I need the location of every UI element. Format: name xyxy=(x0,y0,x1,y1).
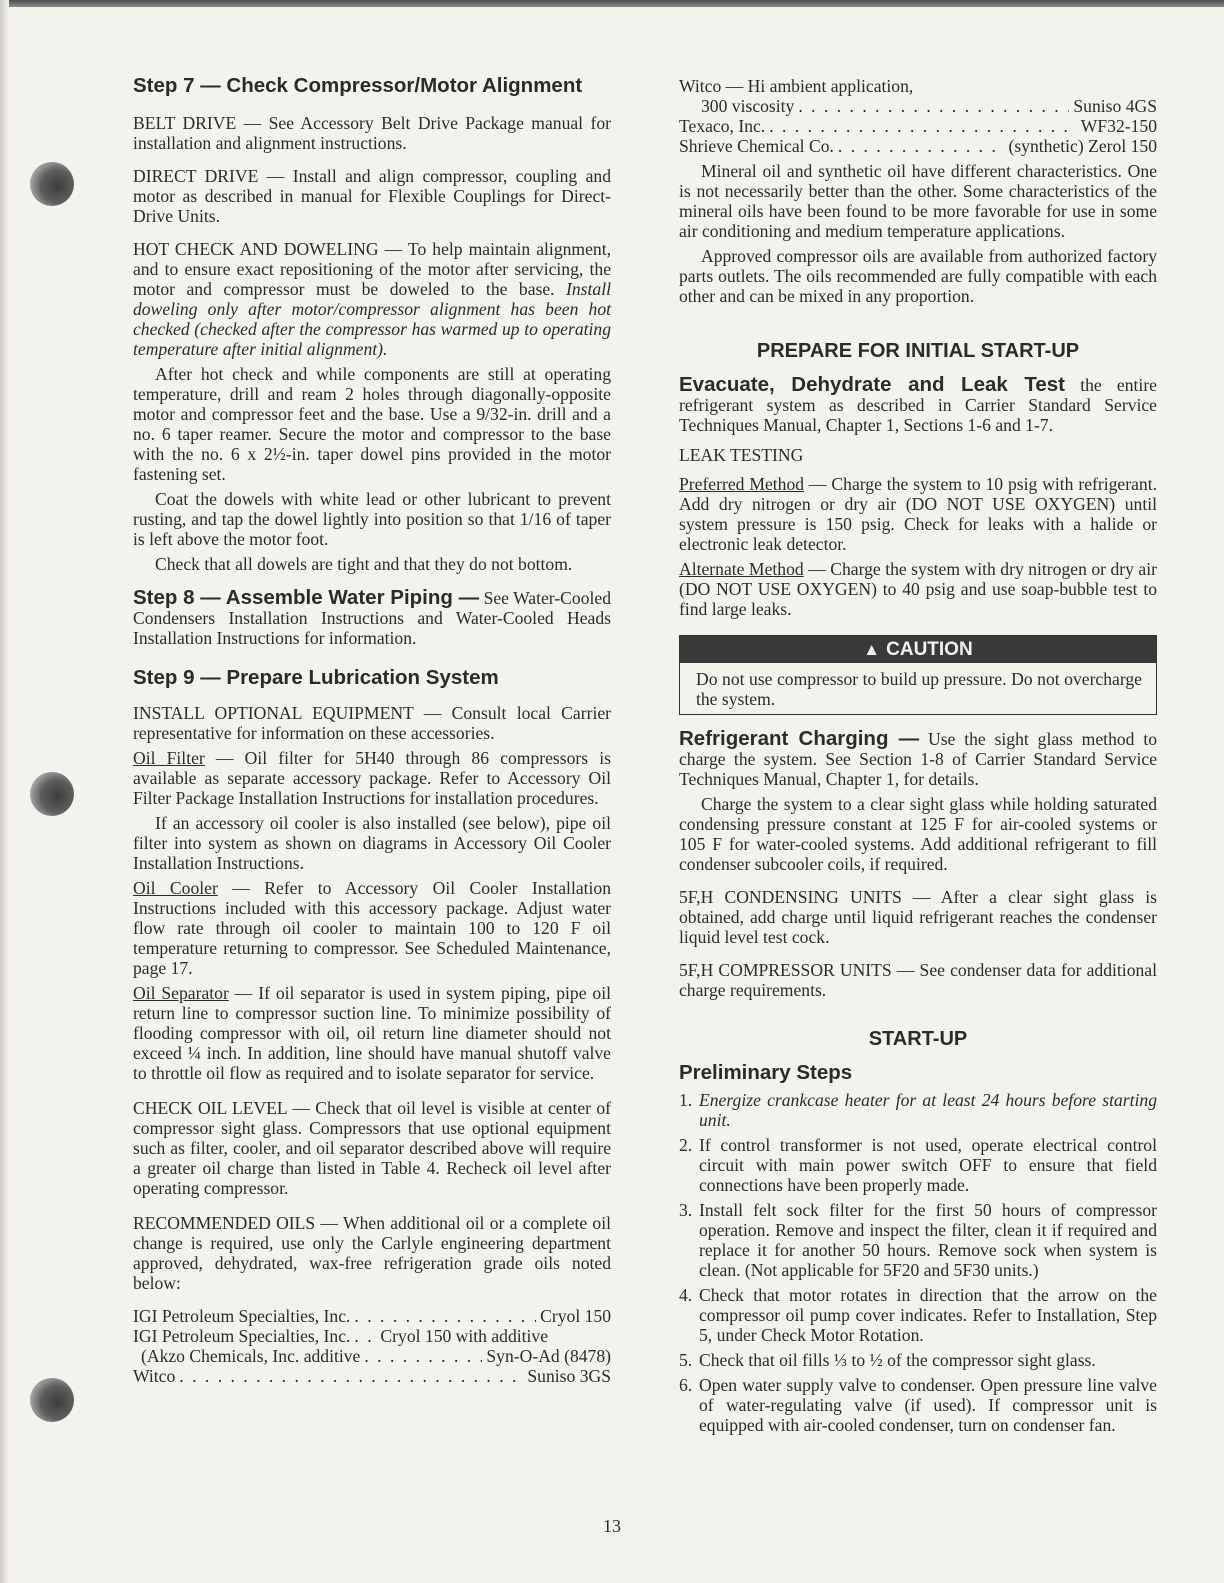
leader-dots xyxy=(354,1306,536,1326)
oil-supplier: Texaco, Inc. xyxy=(679,116,766,136)
right-column xyxy=(679,76,1157,1435)
caution-body xyxy=(680,663,1156,714)
preferred-method-paragraph xyxy=(679,474,1157,554)
oil-product: Cryol 150 with additive xyxy=(380,1326,549,1346)
oil-cooler-paragraph xyxy=(133,878,611,978)
charge-system-paragraph: Charge the system to a clear sight glass while holding saturated condensing pressure constant at 125 F for air-cooled systems or 105 F for water-cooled systems. Add additional refrigerant to fill condenser subcooler coils, if required. xyxy=(679,794,1157,874)
condensing-units-label: 5F,H CONDENSING UNITS xyxy=(679,887,902,907)
oil-separator-label: Oil Separator xyxy=(133,983,229,1003)
list-item xyxy=(679,1285,1157,1345)
condensing-units-text: — After a clear sight glass is obtained, add charge until liquid refrigerant reaches the condenser liquid level test cock. xyxy=(679,887,1157,947)
oil-filter-label: Oil Filter xyxy=(133,748,205,768)
leak-testing-heading: LEAK TESTING xyxy=(679,445,804,465)
list-item xyxy=(679,1200,1157,1280)
belt-drive-paragraph xyxy=(133,113,611,153)
install-optional-paragraph xyxy=(133,703,611,743)
compressor-units-paragraph xyxy=(679,960,1157,1000)
step-italic-text: Energize crankcase heater for at least 24 hours before starting unit. xyxy=(699,1090,1157,1130)
binder-hole-top xyxy=(30,162,74,206)
check-dowels-paragraph: Check that all dowels are tight and that they do not bottom. xyxy=(155,554,573,574)
scan-left-edge xyxy=(0,0,9,1583)
caution-header xyxy=(680,636,1156,663)
evacuate-text: the entire refrigerant system as described in Carrier Standard Service Techniques Manual, Chapter 1, Sections 1-6 and 1-7. xyxy=(679,375,1157,435)
preliminary-steps-list xyxy=(679,1090,1157,1435)
step-text: Check that motor rotates in direction that the arrow on the compressor oil pump cover indicates. Refer to Installation, Step 5, under Check Motor Rotation. xyxy=(699,1285,1157,1345)
leader-dots xyxy=(354,1326,376,1346)
list-item xyxy=(679,1350,1157,1370)
oil-list-item xyxy=(679,96,1157,116)
step-text: Install felt sock filter for the first 50 hours of compressor operation. Remove and inspect the filter, clean it if required and replace it for another 50 hours. Remove sock when system is clean. (Not applicable for 5F20 and 5F30 units.) xyxy=(699,1200,1157,1280)
oil-separator-text: — If oil separator is used in system piping, pipe oil return line to compressor suction line. To minimize possibility of flooding compressor with oil, oil return line diameter should not exceed ¼ inch. In addition, line should have manual shutoff valve to throttle oil flow as required and to isolate separator for service. xyxy=(133,983,611,1083)
oil-list-continued xyxy=(679,76,1157,156)
oil-list-item xyxy=(679,116,1157,136)
step8-heading: Step 8 — Assemble Water Piping — xyxy=(133,586,480,609)
direct-drive-text: — Install and align compressor, coupling and motor as described in manual for Flexible Couplings for Direct-Drive Units. xyxy=(133,166,611,226)
compressor-units-label: 5F,H COMPRESSOR UNITS xyxy=(679,960,892,980)
step9-heading: Step 9 — Prepare Lubrication System xyxy=(133,666,499,689)
oil-separator-paragraph xyxy=(133,983,611,1083)
oil-supplier: IGI Petroleum Specialties, Inc. xyxy=(133,1326,351,1346)
refrigerant-charging-heading: Refrigerant Charging — xyxy=(679,727,920,750)
step-text xyxy=(699,1090,1157,1130)
oil-supplier: (Akzo Chemicals, Inc. additive xyxy=(141,1346,361,1366)
evacuate-paragraph xyxy=(679,375,1157,435)
refrigerant-charging-text: Use the sight glass method to charge the system. See Section 1-8 of Carrier Standard Service Techniques Manual, Chapter 1, for details. xyxy=(679,729,1158,789)
step-text: If control transformer is not used, operate electrical control circuit with main power switch OFF to ensure that field connections have been properly made. xyxy=(699,1135,1157,1195)
oil-product: Suniso 4GS xyxy=(1073,96,1157,116)
coat-dowels-paragraph: Coat the dowels with white lead or other lubricant to prevent rusting, and tap the dowel lightly into position so that 1/16 of taper is left above the motor foot. xyxy=(133,489,611,549)
step-number: 5. xyxy=(679,1350,693,1370)
warning-triangle-icon: ▲ xyxy=(863,640,881,659)
alternate-method-paragraph xyxy=(679,559,1157,619)
oil-product: Cryol 150 xyxy=(540,1306,611,1326)
oil-list-item xyxy=(679,76,1157,96)
direct-drive-paragraph xyxy=(133,166,611,226)
oil-list-item xyxy=(133,1346,611,1366)
oil-cooler-note-paragraph: If an accessory oil cooler is also installed (see below), pipe oil filter into system as shown on diagrams in Accessory Oil Cooler Installation Instructions. xyxy=(133,813,611,873)
recommended-oils-paragraph xyxy=(133,1213,611,1293)
hot-check-text: — To help maintain alignment, and to ensure exact repositioning of the motor after servicing, the motor and compressor must be doweled to the base. xyxy=(133,239,611,299)
oil-cooler-text: — Refer to Accessory Oil Cooler Installation Instructions included with this accessory package. Adjust water flow rate through oil cooler to maintain 100 to 120 F oil temperature returning to compressor. See Scheduled Maintenance, page 17. xyxy=(133,878,612,978)
belt-drive-label: BELT DRIVE xyxy=(133,113,237,133)
belt-drive-text: — See Accessory Belt Drive Package manual for installation and alignment instructions. xyxy=(133,113,611,153)
oil-list xyxy=(133,1306,611,1386)
alternate-method-text: — Charge the system with dry nitrogen or dry air (DO NOT USE OXYGEN) to 40 psig and use soap-bubble test to find large leaks. xyxy=(679,559,1157,619)
caution-title: CAUTION xyxy=(886,639,973,660)
leader-dots xyxy=(838,136,1005,156)
oil-supplier: Witco — Hi ambient application, xyxy=(679,76,914,96)
scan-top-edge xyxy=(0,0,1224,7)
step-number: 2. xyxy=(679,1135,693,1155)
step-number: 1. xyxy=(679,1090,693,1110)
preferred-method-text: — Charge the system to 10 psig with refrigerant. Add dry nitrogen or dry air (DO NOT USE OXYGEN) until system pressure is 150 psig. Check for leaks with a halide or electronic leak detector. xyxy=(679,474,1157,554)
step-number: 6. xyxy=(679,1375,693,1395)
leader-dots xyxy=(798,96,1069,116)
step-number: 3. xyxy=(679,1200,693,1220)
list-item xyxy=(679,1375,1157,1435)
install-optional-text: — Consult local Carrier representative for information on these accessories. xyxy=(133,703,611,743)
oil-supplier: 300 viscosity xyxy=(701,96,795,116)
oil-cooler-label: Oil Cooler xyxy=(133,878,218,898)
check-oil-label: CHECK OIL LEVEL xyxy=(133,1098,287,1118)
hot-check-italic-note: Install doweling only after motor/compressor alignment has been hot checked (checked after the compressor has warmed up to operating temperature after initial alignment). xyxy=(133,279,611,359)
left-column xyxy=(133,70,611,1386)
caution-box xyxy=(679,635,1157,715)
compressor-units-text: — See condenser data for additional charge requirements. xyxy=(679,960,1157,1000)
oil-filter-paragraph xyxy=(133,748,611,808)
oil-product: Syn-O-Ad (8478) xyxy=(486,1346,611,1366)
recommended-oils-label: RECOMMENDED OILS xyxy=(133,1213,316,1233)
hot-check-label: HOT CHECK AND DOWELING xyxy=(133,239,379,259)
oil-list-item xyxy=(133,1366,611,1386)
step7-heading: Step 7 — Check Compressor/Motor Alignment xyxy=(133,74,583,97)
page-number: 13 xyxy=(603,1516,621,1536)
after-hot-check-paragraph: After hot check and while components are still at operating temperature, drill and ream 2 holes through diagonally-opposite motor and compressor feet and the base. Use a 9/32-in. drill and a no. 6 taper reamer. Secure the motor and compressor to the base with the no. 6 x 2½-in. taper dowel pins provided in the motor fastening set. xyxy=(133,364,611,484)
oil-supplier: Shrieve Chemical Co. xyxy=(679,136,834,156)
list-item xyxy=(679,1090,1157,1130)
step8-paragraph xyxy=(133,588,611,648)
evacuate-heading: Evacuate, Dehydrate and Leak Test xyxy=(679,373,1065,396)
condensing-units-paragraph xyxy=(679,887,1157,947)
startup-heading: START-UP xyxy=(868,1028,968,1050)
oil-product: (synthetic) Zerol 150 xyxy=(1008,136,1157,156)
oil-filter-text: — Oil filter for 5H40 through 86 compressors is available as separate accessory package. Refer to Accessory Oil Filter Package Installation Instructions for installation procedures. xyxy=(133,748,611,808)
mineral-oil-paragraph: Mineral oil and synthetic oil have different characteristics. One is not necessarily better than the other. Some characteristics of the mineral oils have been found to be more favorable for use in some air conditioning and medium temperature applications. xyxy=(679,161,1157,241)
binder-hole-middle xyxy=(30,772,74,816)
approved-oils-paragraph: Approved compressor oils are available from authorized factory parts outlets. The oils recommended are fully compatible with each other and can be mixed in any proportion. xyxy=(679,246,1157,306)
step-number: 4. xyxy=(679,1285,693,1305)
recommended-oils-text: — When additional oil or a complete oil change is required, use only the Carlyle engineering department approved, dehydrated, wax-free refrigeration grade oils noted below: xyxy=(133,1213,611,1293)
oil-list-item xyxy=(133,1306,611,1326)
step8-text: See Water-Cooled Condensers Installation Instructions and Water-Cooled Heads Installation Instructions for information. xyxy=(133,588,611,648)
direct-drive-label: DIRECT DRIVE xyxy=(133,166,259,186)
leader-dots xyxy=(364,1346,482,1366)
check-oil-text: — Check that oil level is visible at center of compressor sight glass. Compressors that use optional equipment such as filter, cooler, and oil separator described above will require a greater oil charge than listed in Table 4. Recheck oil level after operating compressor. xyxy=(133,1098,611,1198)
install-optional-label: INSTALL OPTIONAL EQUIPMENT xyxy=(133,703,414,723)
oil-product: WF32-150 xyxy=(1080,116,1157,136)
refrigerant-charging-paragraph xyxy=(679,729,1157,789)
leader-dots xyxy=(179,1366,523,1386)
oil-supplier: IGI Petroleum Specialties, Inc. xyxy=(133,1306,351,1326)
prepare-startup-heading: PREPARE FOR INITIAL START-UP xyxy=(756,340,1080,362)
oil-product: Suniso 3GS xyxy=(527,1366,611,1386)
oil-supplier: Witco xyxy=(133,1366,176,1386)
caution-text: Do not use compressor to build up pressure. Do not overcharge the system. xyxy=(696,669,1142,709)
list-item xyxy=(679,1135,1157,1195)
step-text: Open water supply valve to condenser. Open pressure line valve of water-regulating valve (if used). If compressor unit is equipped with air-cooled condenser, turn on condenser fan. xyxy=(699,1375,1157,1435)
preferred-method-label: Preferred Method xyxy=(679,474,805,494)
check-oil-level-paragraph xyxy=(133,1098,611,1198)
preliminary-steps-heading: Preliminary Steps xyxy=(679,1061,853,1084)
leader-dots xyxy=(769,116,1077,136)
binder-hole-bottom xyxy=(30,1378,74,1422)
oil-list-item xyxy=(679,136,1157,156)
step-text: Check that oil fills ⅓ to ½ of the compressor sight glass. xyxy=(699,1350,1096,1370)
hot-check-paragraph xyxy=(133,239,611,359)
oil-list-item xyxy=(133,1326,611,1346)
alternate-method-label: Alternate Method xyxy=(679,559,804,579)
